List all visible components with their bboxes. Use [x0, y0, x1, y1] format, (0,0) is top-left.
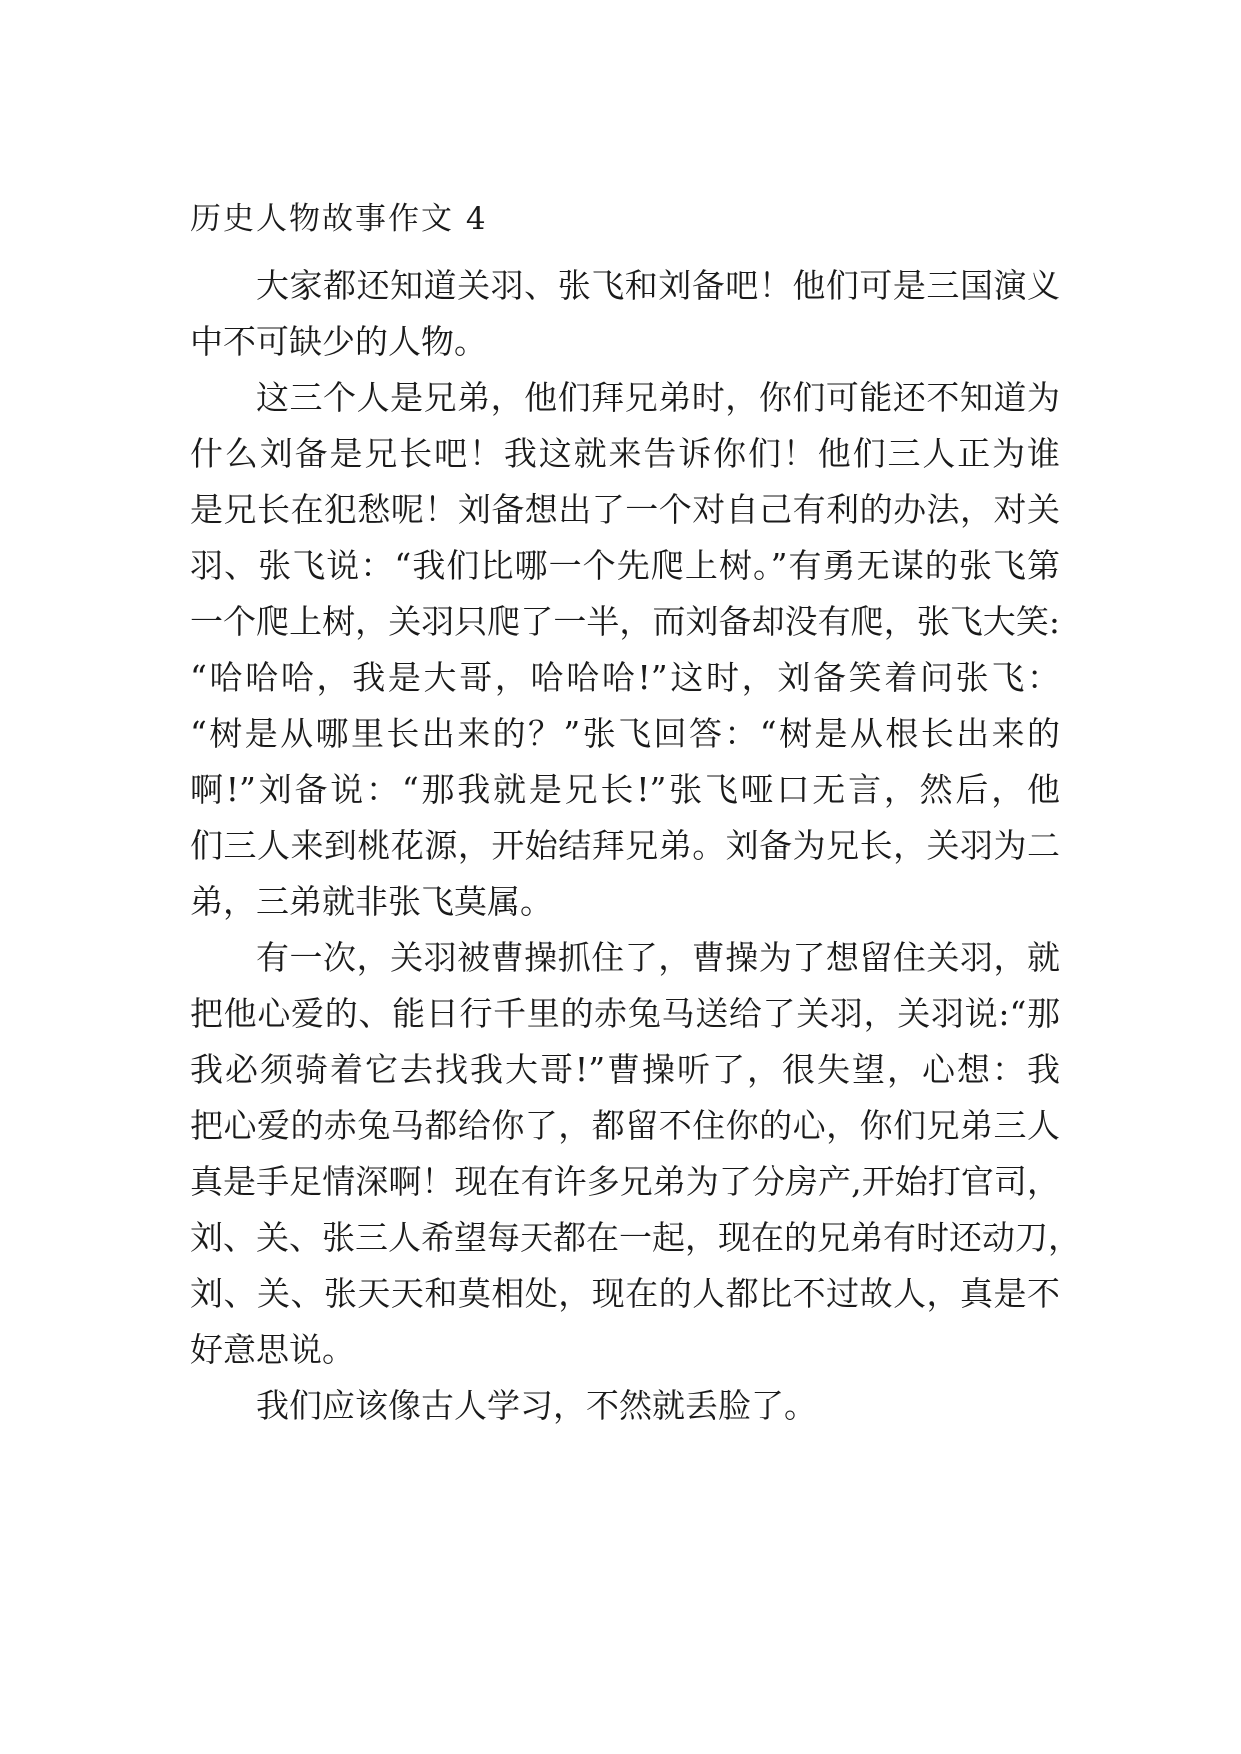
paragraph-line: 真是手足情深啊！现在有许多兄弟为了分房产,开始打官司， [190, 1162, 1060, 1201]
paragraph-line: 刘、关、张天天和莫相处，现在的人都比不过故人，真是不 [190, 1274, 1060, 1313]
document-body [190, 258, 1081, 1434]
paragraph-line: “哈哈哈，我是大哥，哈哈哈!”这时，刘备笑着问张飞： [190, 658, 1060, 697]
paragraph [190, 370, 1060, 930]
paragraph-line: 大家都还知道关羽、张飞和刘备吧！他们可是三国演义 [256, 266, 1060, 305]
paragraph-line: 羽、张飞说：“我们比哪一个先爬上树。”有勇无谋的张飞第 [190, 546, 1060, 585]
paragraph-line: 我必须骑着它去找我大哥!”曹操听了，很失望，心想：我 [190, 1050, 1060, 1089]
paragraph-line: 是兄长在犯愁呢！刘备想出了一个对自己有利的办法，对关 [190, 490, 1060, 529]
paragraph-line: 我们应该像古人学习，不然就丢脸了。 [256, 1386, 817, 1425]
paragraph-line: 一个爬上树，关羽只爬了一半，而刘备却没有爬，张飞大笑: [190, 602, 1060, 641]
paragraph-line: 有一次，关羽被曹操抓住了，曹操为了想留住关羽，就 [256, 938, 1060, 977]
paragraph [190, 258, 1060, 370]
paragraph-line: 啊!”刘备说：“那我就是兄长!”张飞哑口无言，然后，他 [190, 770, 1060, 809]
paragraph-line: 把他心爱的、能日行千里的赤兔马送给了关羽，关羽说:“那 [190, 994, 1060, 1033]
paragraph [190, 1378, 1060, 1434]
document-title: 历史人物故事作文 4 [190, 201, 488, 237]
paragraph-line: 什么刘备是兄长吧！我这就来告诉你们！他们三人正为谁 [190, 434, 1060, 473]
paragraph-line: 们三人来到桃花源，开始结拜兄弟。刘备为兄长，关羽为二 [190, 826, 1060, 865]
paragraph-line: 刘、关、张三人希望每天都在一起，现在的兄弟有时还动刀， [190, 1218, 1081, 1257]
paragraph-line: 中不可缺少的人物。 [190, 322, 487, 361]
paragraph-line: 这三个人是兄弟，他们拜兄弟时，你们可能还不知道为 [256, 378, 1060, 417]
paragraph-line: 把心爱的赤兔马都给你了，都留不住你的心，你们兄弟三人 [190, 1106, 1060, 1145]
paragraph-line: 好意思说。 [190, 1330, 355, 1369]
paragraph-line: “树是从哪里长出来的？”张飞回答：“树是从根长出来的 [190, 714, 1060, 753]
paragraph [190, 930, 1081, 1378]
paragraph-line: 弟，三弟就非张飞莫属。 [190, 882, 553, 921]
